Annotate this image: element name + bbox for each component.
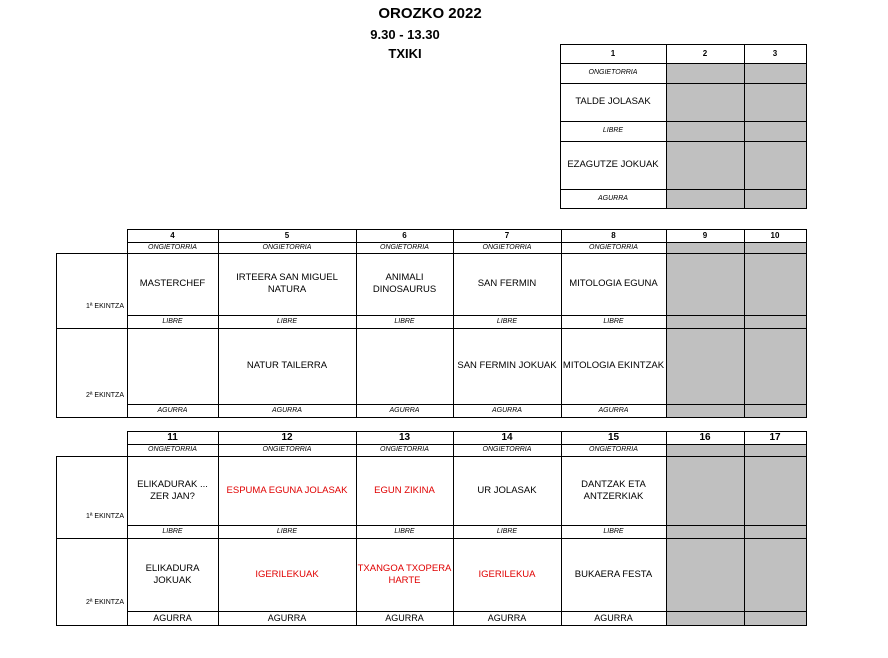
libre-label: LIBRE	[276, 527, 298, 535]
grid-line	[744, 44, 745, 208]
ongietorria-label: ONGIETORRIA	[148, 446, 197, 453]
day-header: 9	[702, 230, 708, 240]
agurra-label: AGURRA	[598, 194, 628, 202]
hours-label: 9.30 - 13.30	[370, 27, 440, 42]
ongietorria-label: ONGIETORRIA	[262, 243, 312, 251]
activity-cell	[127, 328, 218, 404]
activity-cell: SAN FERMIN JOKUAK	[457, 360, 557, 371]
ongietorria-label: ONGIETORRIA	[380, 243, 429, 251]
ekintza-label: 2ª EKINTZA	[86, 392, 124, 399]
day-header: 6	[402, 230, 407, 240]
day-header: 4	[170, 230, 175, 240]
activity-cell: TALDE JOLASAK	[575, 96, 651, 107]
grid-line	[666, 229, 667, 417]
page-title: OROZKO 2022	[378, 5, 482, 22]
grid-line	[744, 431, 745, 625]
activity-cell: MITOLOGIA EGUNA	[569, 278, 658, 289]
day-header: 1	[610, 48, 616, 58]
libre-label: LIBRE	[496, 317, 518, 325]
day-header: 14	[501, 431, 513, 443]
ongietorria-label: ONGIETORRIA	[482, 446, 532, 453]
grid-line	[666, 431, 667, 625]
day-header: 5	[284, 230, 290, 240]
libre-label: LIBRE	[603, 317, 624, 325]
ekintza-label: 2ª EKINTZA	[86, 599, 124, 606]
grid-line	[56, 417, 807, 418]
libre-label: LIBRE	[394, 317, 415, 325]
day-header: 11	[167, 431, 178, 443]
activity-cell: ESPUMA EGUNA JOLASAK	[226, 484, 348, 496]
activity-cell: IGERILEKUA	[478, 568, 536, 580]
agurra-label: AGURRA	[153, 613, 192, 623]
day-header: 3	[772, 48, 778, 58]
activity-cell: ANIMALI DINOSAURUS	[372, 272, 437, 295]
grid-line	[806, 229, 807, 417]
activity-cell: ELIKADURAK ... ZER JAN?	[137, 478, 208, 502]
ongietorria-label: ONGIETORRIA	[380, 446, 429, 453]
unused-day-cell	[744, 444, 806, 625]
agurra-label: AGURRA	[492, 406, 522, 414]
agurra-label: AGURRA	[272, 406, 302, 414]
agurra-label: AGURRA	[598, 406, 629, 414]
agurra-label: AGURRA	[487, 613, 527, 623]
grid-line	[806, 44, 807, 208]
ongietorria-label: ONGIETORRIA	[589, 446, 638, 453]
day-header: 17	[769, 431, 781, 443]
activity-cell: NATUR TAILERRA	[246, 360, 328, 371]
libre-label: LIBRE	[496, 527, 518, 535]
group-label: TXIKI	[388, 46, 422, 61]
unused-day-cell	[744, 63, 806, 208]
grid-line	[806, 431, 807, 625]
activity-cell: EGUN ZIKINA	[374, 484, 435, 496]
agurra-label: AGURRA	[157, 406, 188, 414]
grid-line	[560, 208, 807, 209]
libre-label: LIBRE	[602, 127, 624, 134]
day-header: 13	[398, 431, 411, 443]
activity-cell: UR JOLASAK	[477, 484, 537, 496]
day-header: 15	[607, 431, 620, 443]
agurra-label: AGURRA	[267, 613, 307, 623]
day-header: 2	[702, 48, 708, 58]
activity-cell: IRTEERA SAN MIGUEL NATURA	[236, 272, 338, 295]
activity-cell: DANTZAK ETA ANTZERKIAK	[581, 478, 646, 502]
day-header: 10	[770, 230, 780, 240]
activity-cell: TXANGOA TXOPERA HARTE	[357, 562, 452, 586]
activity-cell	[356, 328, 453, 404]
activity-cell: MASTERCHEF	[139, 278, 206, 289]
libre-label: LIBRE	[276, 317, 298, 325]
activity-cell: SAN FERMIN	[477, 278, 537, 289]
agurra-label: AGURRA	[389, 406, 420, 414]
activity-cell: IGERILEKUAK	[255, 568, 319, 580]
unused-day-cell	[666, 444, 744, 625]
ongietorria-label: ONGIETORRIA	[589, 243, 638, 251]
libre-label: LIBRE	[162, 317, 183, 325]
ekintza-label: 1ª EKINTZA	[86, 513, 124, 520]
activity-cell: BUKAERA FESTA	[574, 568, 653, 580]
day-header: 7	[504, 230, 510, 240]
agurra-label: AGURRA	[594, 613, 633, 623]
ongietorria-label: ONGIETORRIA	[148, 243, 197, 251]
activity-cell: ELIKADURA JOKUAK	[145, 562, 200, 586]
ongietorria-label: ONGIETORRIA	[262, 446, 312, 453]
unused-day-cell	[666, 63, 744, 208]
unused-day-cell	[666, 242, 744, 417]
grid-line	[56, 625, 807, 626]
ongietorria-label: ONGIETORRIA	[482, 243, 532, 251]
grid-line	[744, 229, 745, 417]
activity-cell: MITOLOGIA EKINTZAK	[562, 360, 665, 371]
ongietorria-label: ONGIETORRIA	[588, 69, 638, 76]
day-header: 8	[611, 230, 616, 240]
grid-line	[666, 44, 667, 208]
ekintza-label: 1ª EKINTZA	[86, 303, 124, 310]
libre-label: LIBRE	[603, 527, 624, 535]
day-header: 12	[281, 431, 293, 443]
libre-label: LIBRE	[162, 527, 183, 535]
activity-cell: EZAGUTZE JOKUAK	[567, 159, 659, 170]
libre-label: LIBRE	[394, 527, 415, 535]
unused-day-cell	[744, 242, 806, 417]
day-header: 16	[699, 431, 711, 443]
agurra-label: AGURRA	[385, 613, 424, 623]
